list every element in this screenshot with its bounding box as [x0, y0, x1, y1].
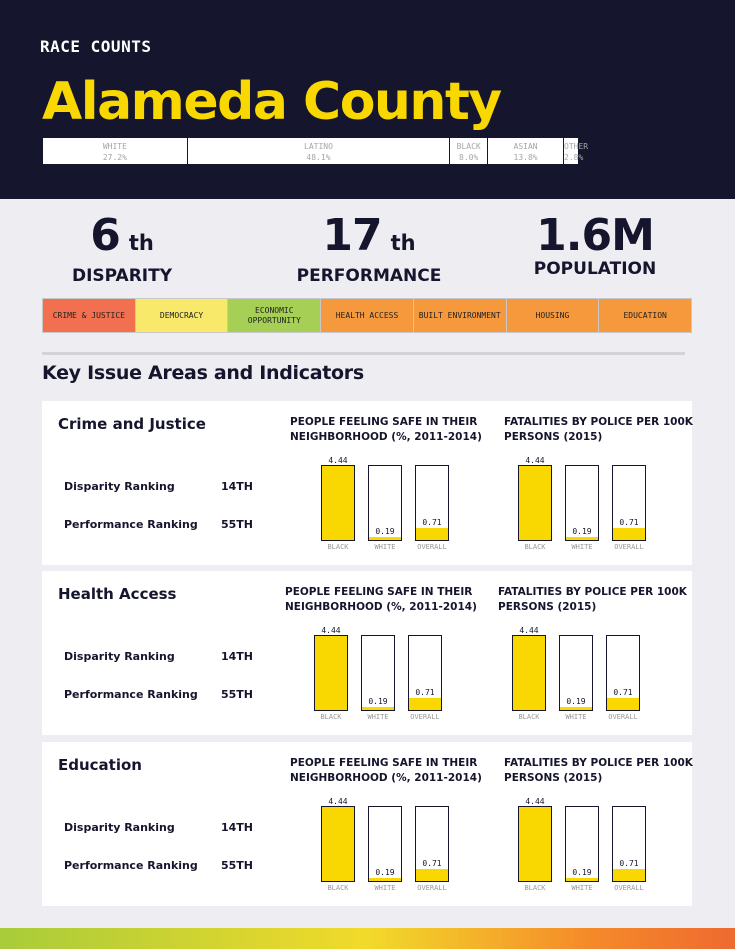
- card-title: Health Access: [58, 585, 177, 603]
- indicator-chart: [290, 756, 500, 906]
- bar-category-label: OVERALL: [417, 543, 447, 551]
- bar-fill: [519, 466, 551, 540]
- bar-black: [512, 623, 546, 721]
- bar-frame: [518, 465, 552, 541]
- bar-fill: [315, 636, 347, 710]
- bar-fill: [416, 869, 448, 881]
- category-economic-opportunity[interactable]: ECONOMIC OPPORTUNITY: [228, 299, 321, 332]
- bar-frame: [606, 635, 640, 711]
- bar-overall: [612, 453, 646, 551]
- category-democracy[interactable]: DEMOCRACY: [136, 299, 229, 332]
- issue-category-bar: [42, 298, 692, 333]
- bar-fill: [416, 528, 448, 540]
- performance-ranking-value: 55TH: [221, 859, 254, 872]
- performance-ranking-label: Performance Ranking: [64, 859, 198, 872]
- bar-fill: [560, 707, 592, 710]
- bar-category-label: WHITE: [374, 884, 396, 892]
- chart-title: FATALITIES BY POLICE PER 100K PERSONS (2015): [498, 586, 687, 613]
- issue-card-crime-and-justice: [42, 401, 692, 565]
- category-built-environment[interactable]: BUILT ENVIRONMENT: [414, 299, 507, 332]
- bar-category-label: BLACK: [524, 543, 546, 551]
- indicator-chart: [285, 585, 495, 735]
- indicator-chart: [504, 756, 714, 906]
- bar-black: [321, 794, 355, 892]
- bar-fill: [613, 869, 645, 881]
- performance-ranking-label: Performance Ranking: [64, 518, 198, 531]
- bar-category-label: WHITE: [571, 543, 593, 551]
- bar-white: [565, 453, 599, 551]
- disparity-ranking-label: Disparity Ranking: [64, 480, 175, 493]
- bar-overall: [612, 794, 646, 892]
- bar-fill: [322, 807, 354, 881]
- population-value: 1.6M: [536, 210, 654, 261]
- bar-value-label: 0.19: [368, 697, 388, 706]
- bar-frame: [612, 806, 646, 882]
- chart-title: PEOPLE FEELING SAFE IN THEIR NEIGHBORHOOD (%, 2011-2014): [290, 416, 482, 443]
- disparity-suffix: th: [128, 231, 154, 255]
- bar-overall: [415, 794, 449, 892]
- bar-value-label: 0.71: [422, 518, 442, 527]
- demographic-name: ASIAN: [513, 142, 538, 151]
- bar-category-label: OVERALL: [608, 713, 638, 721]
- bar-white: [361, 623, 395, 721]
- county-title: Alameda County: [42, 72, 501, 132]
- demographic-segment-white: [43, 138, 188, 164]
- bar-fill: [607, 698, 639, 710]
- bar-black: [518, 794, 552, 892]
- bar-fill: [566, 878, 598, 881]
- section-divider: [42, 352, 685, 355]
- bar-frame: [415, 465, 449, 541]
- disparity-ranking-label: Disparity Ranking: [64, 650, 175, 663]
- bar-category-label: WHITE: [367, 713, 389, 721]
- demographic-pct: 2.8%: [564, 153, 584, 162]
- demographic-pct: 13.8%: [513, 153, 538, 162]
- demographic-segment-other: [564, 138, 589, 164]
- bar-value-label: 0.71: [619, 518, 639, 527]
- bar-category-label: BLACK: [320, 713, 342, 721]
- chart-title: FATALITIES BY POLICE PER 100K PERSONS (2015): [504, 757, 693, 784]
- disparity-rank: 6: [90, 210, 120, 261]
- disparity-stat: [62, 208, 182, 287]
- demographic-name: BLACK: [456, 142, 481, 151]
- performance-ranking-label: Performance Ranking: [64, 688, 198, 701]
- bar-fill: [322, 466, 354, 540]
- bar-black: [321, 453, 355, 551]
- category-crime-justice[interactable]: CRIME & JUSTICE: [43, 299, 136, 332]
- bar-frame: [518, 806, 552, 882]
- bar-fill: [369, 878, 401, 881]
- bar-category-label: OVERALL: [614, 543, 644, 551]
- bar-value-label: 4.44: [519, 626, 539, 635]
- performance-ranking-value: 55TH: [221, 518, 254, 531]
- bar-value-label: 0.19: [375, 527, 395, 536]
- bar-fill: [362, 707, 394, 710]
- bar-overall: [415, 453, 449, 551]
- bar-fill: [409, 698, 441, 710]
- bar-value-label: 4.44: [321, 626, 341, 635]
- bar-fill: [513, 636, 545, 710]
- bar-frame: [512, 635, 546, 711]
- disparity-ranking-value: 14TH: [221, 821, 254, 834]
- bar-fill: [566, 537, 598, 540]
- performance-rank: 17: [322, 210, 382, 261]
- indicator-chart: [290, 415, 500, 565]
- bar-value-label: 0.71: [422, 859, 442, 868]
- demographic-pct: 8.0%: [459, 153, 479, 162]
- chart-title: PEOPLE FEELING SAFE IN THEIR NEIGHBORHOOD (%, 2011-2014): [285, 586, 477, 613]
- indicator-chart: [498, 585, 708, 735]
- bar-value-label: 0.71: [619, 859, 639, 868]
- bar-frame: [415, 806, 449, 882]
- footer-gradient: [0, 928, 735, 949]
- bar-fill: [369, 537, 401, 540]
- bar-frame: [321, 465, 355, 541]
- bar-white: [559, 623, 593, 721]
- chart-title: PEOPLE FEELING SAFE IN THEIR NEIGHBORHOOD (%, 2011-2014): [290, 757, 482, 784]
- bar-category-label: OVERALL: [614, 884, 644, 892]
- bar-category-label: WHITE: [571, 884, 593, 892]
- category-education[interactable]: EDUCATION: [599, 299, 691, 332]
- bar-overall: [408, 623, 442, 721]
- demographic-segment-latino: [188, 138, 451, 164]
- bar-white: [368, 453, 402, 551]
- bar-white: [565, 794, 599, 892]
- demographic-name: WHITE: [102, 142, 127, 151]
- bar-black: [518, 453, 552, 551]
- bar-black: [314, 623, 348, 721]
- bar-overall: [606, 623, 640, 721]
- bar-category-label: OVERALL: [410, 713, 440, 721]
- bar-category-label: WHITE: [374, 543, 396, 551]
- bar-frame: [314, 635, 348, 711]
- bar-white: [368, 794, 402, 892]
- bar-category-label: WHITE: [565, 713, 587, 721]
- bar-value-label: 4.44: [328, 456, 348, 465]
- header: [0, 0, 735, 199]
- disparity-label: DISPARITY: [71, 266, 173, 286]
- card-title: Crime and Justice: [58, 415, 206, 433]
- bar-value-label: 4.44: [525, 797, 545, 806]
- bar-category-label: BLACK: [327, 884, 349, 892]
- section-title: Key Issue Areas and Indicators: [42, 362, 364, 384]
- bar-category-label: BLACK: [524, 884, 546, 892]
- demographic-segment-black: [450, 138, 488, 164]
- performance-label: PERFORMANCE: [296, 266, 442, 286]
- bar-value-label: 0.71: [415, 688, 435, 697]
- bar-fill: [519, 807, 551, 881]
- performance-stat: [284, 208, 454, 287]
- bar-frame: [408, 635, 442, 711]
- issue-card-education: [42, 742, 692, 906]
- category-health-access[interactable]: HEALTH ACCESS: [321, 299, 414, 332]
- brand-logo: RACE COUNTS: [40, 37, 152, 56]
- population-label: POPULATION: [533, 259, 657, 279]
- demographic-segment-asian: [488, 138, 564, 164]
- indicator-chart: [504, 415, 714, 565]
- bar-value-label: 0.19: [572, 527, 592, 536]
- demographic-pct: 27.2%: [102, 153, 127, 162]
- demographic-pct: 48.1%: [306, 153, 331, 162]
- demographic-name: OTHER: [564, 142, 589, 151]
- bar-category-label: BLACK: [327, 543, 349, 551]
- disparity-ranking-label: Disparity Ranking: [64, 821, 175, 834]
- demographics-bar: [42, 137, 589, 165]
- chart-title: FATALITIES BY POLICE PER 100K PERSONS (2015): [504, 416, 693, 443]
- bar-value-label: 0.19: [566, 697, 586, 706]
- bar-value-label: 4.44: [328, 797, 348, 806]
- bar-value-label: 0.19: [375, 868, 395, 877]
- bar-frame: [612, 465, 646, 541]
- population-stat: [520, 208, 670, 280]
- disparity-ranking-value: 14TH: [221, 650, 254, 663]
- bar-category-label: OVERALL: [417, 884, 447, 892]
- bar-frame: [321, 806, 355, 882]
- performance-suffix: th: [390, 231, 416, 255]
- card-title: Education: [58, 756, 142, 774]
- bar-category-label: BLACK: [518, 713, 540, 721]
- performance-ranking-value: 55TH: [221, 688, 254, 701]
- category-housing[interactable]: HOUSING: [507, 299, 600, 332]
- disparity-ranking-value: 14TH: [221, 480, 254, 493]
- bar-value-label: 0.19: [572, 868, 592, 877]
- issue-card-health-access: [42, 571, 692, 735]
- bar-value-label: 0.71: [613, 688, 633, 697]
- demographic-name: LATINO: [304, 142, 333, 151]
- bar-value-label: 4.44: [525, 456, 545, 465]
- bar-fill: [613, 528, 645, 540]
